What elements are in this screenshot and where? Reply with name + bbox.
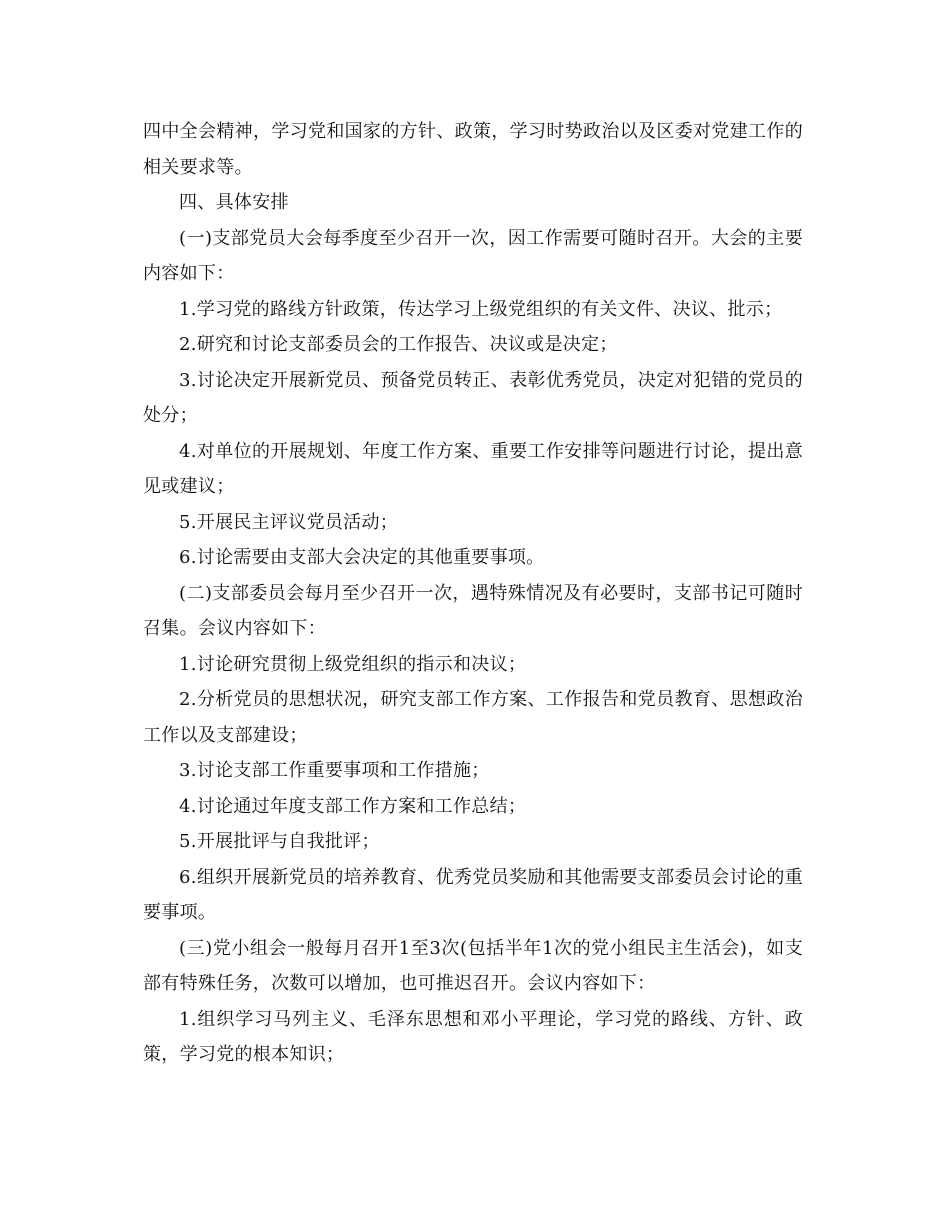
subsection-committee-meeting: (二)支部委员会每月至少召开一次，遇特殊情况及有必要时，支部书记可随时召集。会议内容如下： — [143, 582, 803, 639]
paragraph-continuation: 四中全会精神，学习党和国家的方针、政策，学习时势政治以及区委对党建工作的相关要求等。 — [143, 121, 803, 178]
list-item: 6.讨论需要由支部大会决定的其他重要事项。 — [179, 547, 545, 568]
list-item: 1.学习党的路线方针政策，传达学习上级党组织的有关文件、决议、批示； — [179, 298, 783, 320]
subsection-group-meeting: (三)党小组会一般每月召开1至3次(包括半年1次的党小组民主生活会)，如支部有特殊任务，次数可以增加，也可推迟召开。会议内容如下： — [143, 937, 803, 994]
list-item: 6.组织开展新党员的培养教育、优秀党员奖励和其他需要支部委员会讨论的重要事项。 — [143, 866, 803, 923]
list-item: 3.讨论支部工作重要事项和工作措施； — [179, 760, 490, 781]
list-item: 4.对单位的开展规划、年度工作方案、重要工作安排等问题进行讨论，提出意见或建议； — [143, 440, 803, 497]
list-item: 3.讨论决定开展新党员、预备党员转正、表彰优秀党员，决定对犯错的党员的处分； — [143, 369, 803, 426]
subsection-general-meeting: (一)支部党员大会每季度至少召开一次，因工作需要可随时召开。大会的主要内容如下： — [143, 227, 803, 284]
list-item: 5.开展民主评议党员活动； — [179, 511, 399, 533]
list-item: 1.组织学习马列主义、毛泽东思想和邓小平理论，学习党的路线、方针、政策，学习党的根本知识； — [143, 1008, 803, 1065]
list-item: 2.分析党员的思想状况，研究支部工作方案、工作报告和党员教育、思想政治工作以及支部建设； — [143, 689, 803, 746]
list-item: 1.讨论研究贯彻上级党组织的指示和决议； — [179, 653, 527, 675]
list-item: 4.讨论通过年度支部工作方案和工作总结； — [179, 795, 527, 817]
list-item: 2.研究和讨论支部委员会的工作报告、决议或是决定； — [179, 334, 618, 355]
document-body — [143, 114, 803, 1073]
section-heading-arrangement: 四、具体安排 — [179, 192, 289, 213]
list-item: 5.开展批评与自我批评； — [179, 831, 380, 852]
